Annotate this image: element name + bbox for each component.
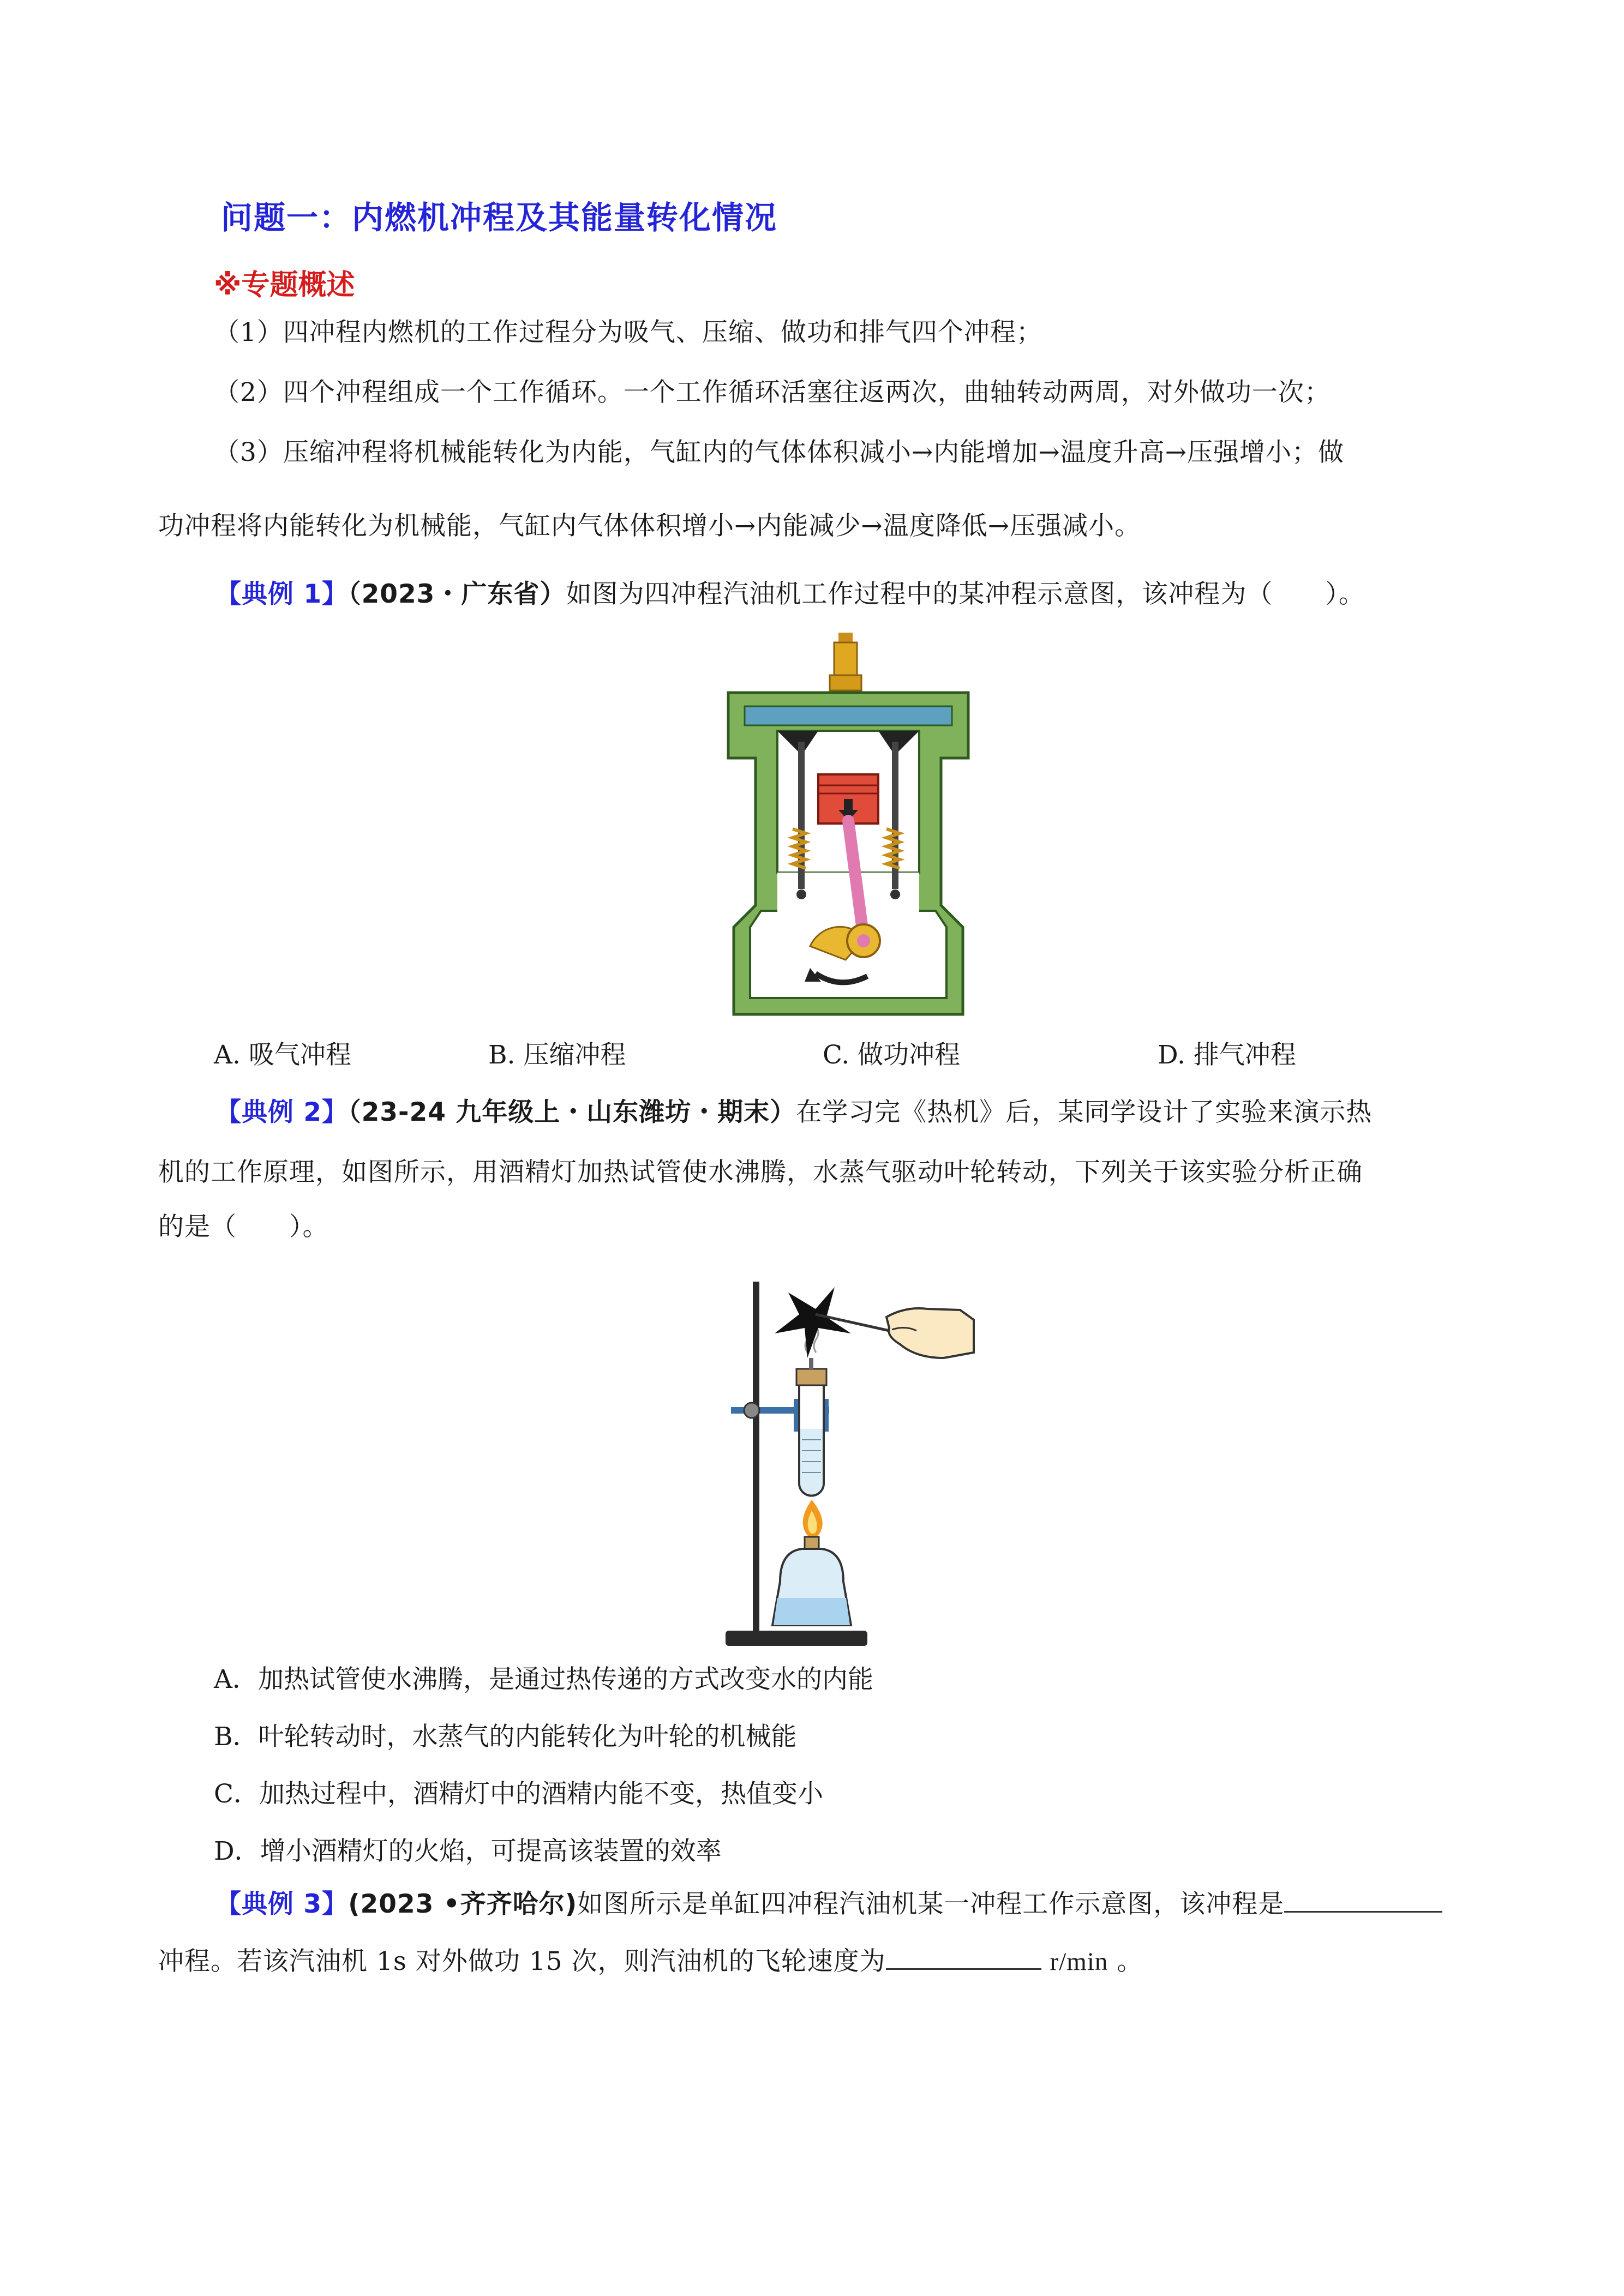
example2-question-line2: 机的工作原理，如图所示，用酒精灯加热试管使水沸腾，水蒸气驱动叶轮转动，下列关于该实验分析正确	[158, 1157, 1363, 1187]
spark-plug-top	[838, 633, 853, 642]
example1-question	[215, 578, 1365, 611]
spark-plug-base	[830, 675, 861, 690]
example1-label: 【典例 1】	[215, 579, 349, 609]
engine-diagram	[723, 633, 974, 1025]
answer-blank-1[interactable]	[1284, 1887, 1442, 1913]
stopper	[796, 1369, 826, 1385]
hand	[886, 1308, 974, 1358]
example1-text: 如图为四冲程汽油机工作过程中的某冲程示意图，该冲程为（ ）。	[566, 579, 1365, 609]
example2-source: （23-24 九年级上・山东潍坊・期末）	[348, 1097, 796, 1127]
answer-blank-2[interactable]	[886, 1944, 1041, 1970]
example2-option-b: B．叶轮转动时，水蒸气的内能转化为叶轮的机械能	[214, 1722, 797, 1752]
spark-plug-body	[834, 642, 857, 675]
example1-option-d: D. 排气冲程	[1158, 1040, 1296, 1070]
example2-question-line3: 的是（ ）。	[158, 1212, 329, 1242]
example1-option-b: B. 压缩冲程	[488, 1040, 626, 1070]
example2-option-d: D．增小酒精灯的火焰，可提高该装置的效率	[214, 1836, 722, 1866]
example3-text-1: 如图所示是单缸四冲程汽油机某一冲程工作示意图，该冲程是	[577, 1889, 1285, 1919]
steam-apparatus-diagram	[726, 1276, 976, 1652]
example3-question-line1	[215, 1887, 1442, 1921]
point-3-cont: 功冲程将内能转化为机械能，气缸内气体体积增小→内能减少→温度降低→压强减小。	[158, 511, 1141, 541]
section-title: 问题一：内燃机冲程及其能量转化情况	[221, 199, 778, 236]
example2-question-line1	[215, 1096, 1372, 1129]
stand-rod	[753, 1282, 759, 1633]
example2-option-c: C．加热过程中，酒精灯中的酒精内能不变，热值变小	[214, 1779, 823, 1809]
example1-source: （2023・广东省）	[348, 579, 566, 609]
stand-base	[726, 1631, 867, 1646]
water-jacket	[745, 706, 952, 725]
example2-text-1: 在学习完《热机》后，某同学设计了实验来演示热	[796, 1097, 1373, 1127]
point-3: （3）压缩冲程将机械能转化为内能，气缸内的气体体积减小→内能增加→温度升高→压强增小；做	[214, 437, 1345, 467]
example3-label: 【典例 3】	[215, 1889, 349, 1919]
example1-option-a: A. 吸气冲程	[214, 1040, 351, 1070]
lamp-wick	[805, 1537, 819, 1549]
point-2: （2）四个冲程组成一个工作循环。一个工作循环活塞往返两次，曲轴转动两周，对外做功一次；	[214, 377, 1331, 407]
example3-source: (2023 •齐齐哈尔)	[348, 1889, 578, 1919]
example3-text-2: 冲程。若该汽油机 1s 对外做功 15 次，则汽油机的飞轮速度为	[158, 1946, 886, 1976]
impeller	[775, 1287, 851, 1358]
example2-option-a: A．加热试管使水沸腾，是通过热传递的方式改变水的内能	[214, 1664, 873, 1694]
point-1: （1）四冲程内燃机的工作过程分为吸气、压缩、做功和排气四个冲程；	[214, 317, 1042, 347]
unit: r/min	[1050, 1948, 1108, 1976]
overview-label: ※专题概述	[214, 269, 355, 302]
example1-option-c: C. 做功冲程	[823, 1040, 961, 1070]
example3-end: 。	[1117, 1946, 1143, 1976]
example2-label: 【典例 2】	[215, 1097, 349, 1127]
example3-question-line2	[158, 1944, 1143, 1978]
